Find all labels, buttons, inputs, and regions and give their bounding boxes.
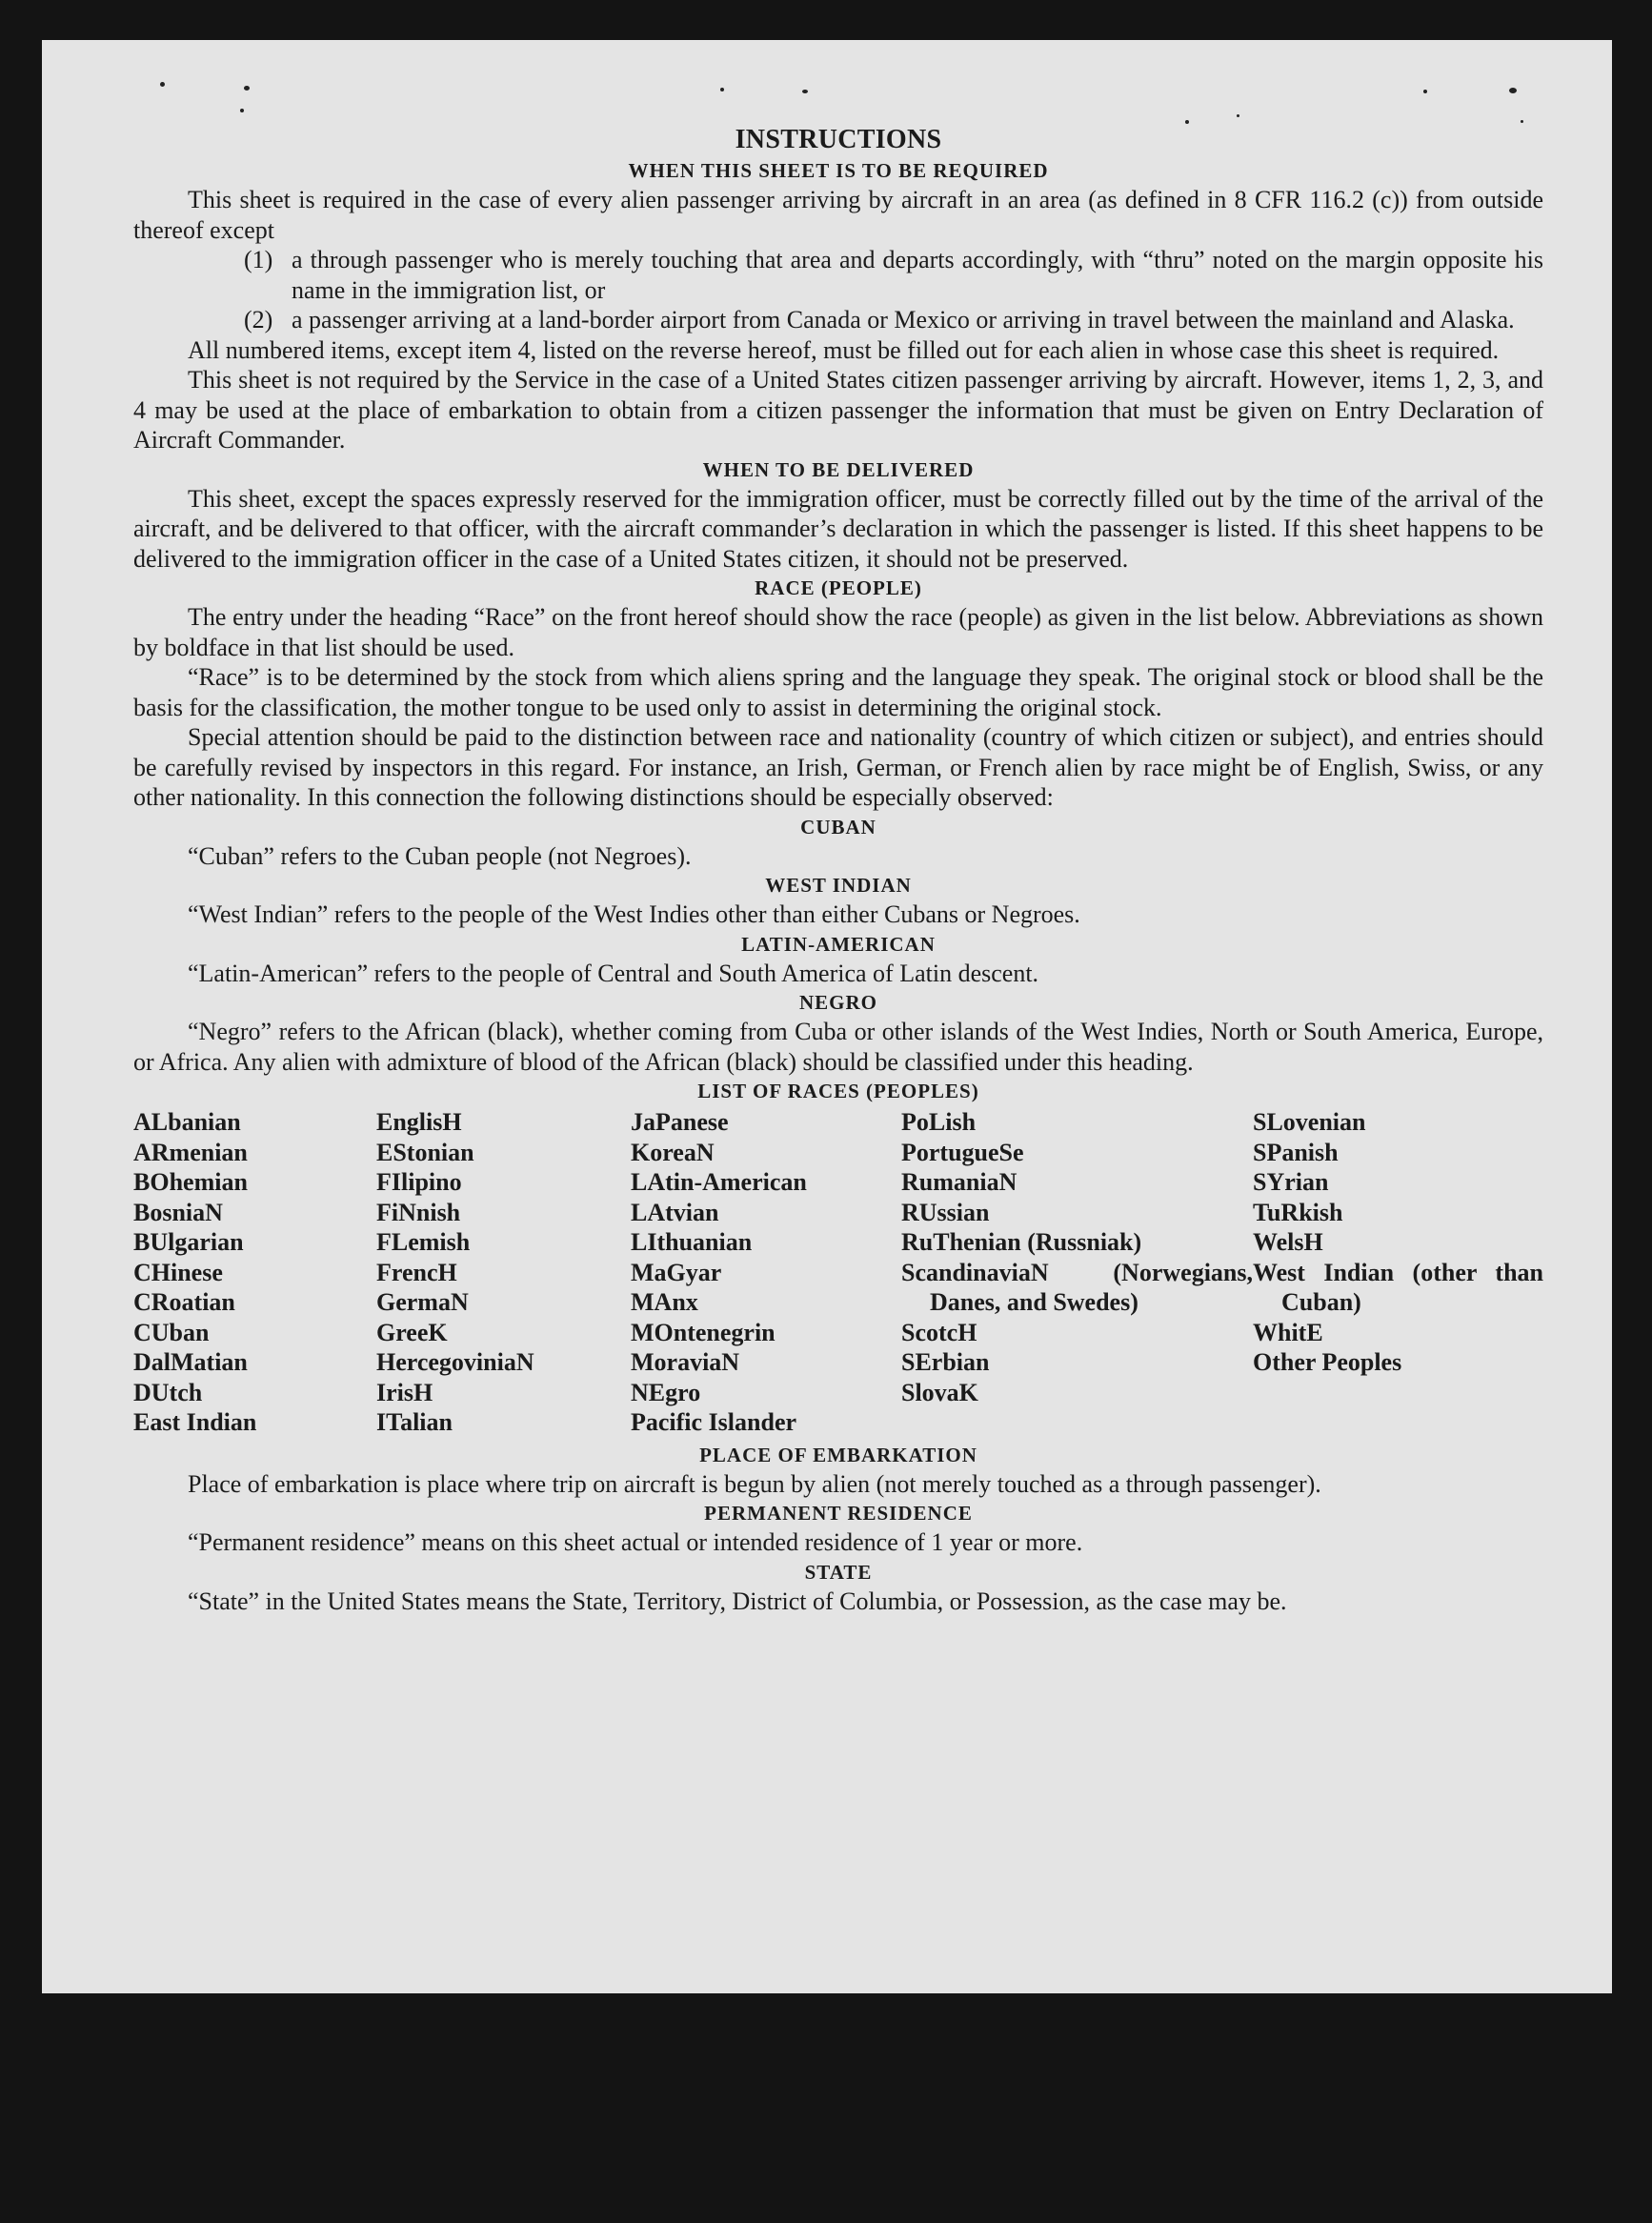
- race-entry: SErbian: [901, 1348, 990, 1376]
- race-entry: SLovenian: [1253, 1108, 1366, 1136]
- negro-para: “Negro” refers to the African (black), whether coming from Cuba or other islands of the West Indies, North or South America, Europe, or Africa. Any alien with admixture of blood of the African (black) should be classified under this heading.: [133, 1018, 1543, 1076]
- state-para: “State” in the United States means the State, Territory, District of Columbia, or Possession, as the case may be.: [188, 1586, 1287, 1615]
- race-para-stock: “Race” is to be determined by the stock from which aliens spring and the language they speak. The original stock or blood shall be the basis for the classification, the mother tongue to be used only to assist in determining the original stock.: [133, 663, 1543, 721]
- race-entry: FiNnish: [376, 1198, 461, 1226]
- heading-state: STATE: [804, 1560, 873, 1584]
- delivered-para: This sheet, except the spaces expressly reserved for the immigration officer, must be correctly filled out by the time of the arrival of the aircraft, and be delivered to that officer, with the aircraft commander’s declaration in which the passenger is listed. If this sheet happens to be delivered to the immigration officer in the case of a United States citizen, it should not be preserved.: [133, 484, 1543, 573]
- race-entry: BUlgarian: [133, 1228, 244, 1256]
- race-entry: LIthuanian: [631, 1228, 753, 1256]
- races-column: [133, 1107, 376, 1438]
- race-entry: WelsH: [1253, 1228, 1323, 1256]
- heading-permanent-residence: PERMANENT RESIDENCE: [704, 1502, 973, 1525]
- race-entry: GermaN: [376, 1288, 469, 1316]
- race-entry: CRoatian: [133, 1288, 235, 1316]
- race-entry: KoreaN: [631, 1138, 715, 1166]
- race-entry: MOntenegrin: [631, 1318, 776, 1346]
- race-entry: Other Peoples: [1253, 1348, 1402, 1376]
- heading-negro: NEGRO: [798, 991, 877, 1014]
- races-list: [133, 1107, 1543, 1438]
- race-entry: DalMatian: [133, 1348, 248, 1376]
- list-item-text: a passenger arriving at a land-border airport from Canada or Mexico or arriving in travel between the mainland and Alaska.: [292, 306, 1515, 333]
- race-entry: SYrian: [1253, 1168, 1329, 1196]
- race-entry: LAtvian: [631, 1198, 719, 1226]
- race-entry: EStonian: [376, 1138, 474, 1166]
- race-entry: PortugueSe: [901, 1138, 1024, 1166]
- list-item-number: (1): [244, 246, 273, 273]
- races-column: [376, 1107, 631, 1438]
- race-entry: West Indian (other than Cuban): [1253, 1258, 1543, 1316]
- races-column: [631, 1107, 901, 1438]
- latin-american-para: “Latin-American” refers to the people of Central and South America of Latin descent.: [188, 959, 1039, 987]
- race-entry: BosniaN: [133, 1198, 223, 1226]
- heading-west-indian: WEST INDIAN: [765, 874, 912, 897]
- heading-latin-american: LATIN-AMERICAN: [741, 932, 936, 956]
- speck-mark: [1509, 88, 1517, 93]
- heading-race: RACE (PEOPLE): [755, 576, 922, 599]
- race-para-distinction: Special attention should be paid to the distinction between race and nationality (country of which citizen or subject), and entries should be carefully revised by inspectors in this regard. For instance, an Irish, German, or French alien by race might be of English, Swiss, or any other nationality. In this connection the following distinctions should be especially observed:: [133, 723, 1543, 811]
- race-entry: GreeK: [376, 1318, 448, 1346]
- cuban-para: “Cuban” refers to the Cuban people (not Negroes).: [188, 841, 692, 870]
- race-entry: ScotcH: [901, 1318, 977, 1346]
- race-entry: MaGyar: [631, 1258, 722, 1286]
- heading-cuban: CUBAN: [800, 815, 876, 839]
- race-entry: ITalian: [376, 1408, 453, 1436]
- heading-place-of-embarkation: PLACE OF EMBARKATION: [699, 1443, 977, 1466]
- race-entry: SlovaK: [901, 1378, 978, 1406]
- list-item-text: a through passenger who is merely touching that area and departs accordingly, with “thru” noted on the margin opposite his name in the immigration list, or: [292, 246, 1543, 304]
- race-entry: RumaniaN: [901, 1168, 1017, 1196]
- race-entry: EnglisH: [376, 1108, 462, 1136]
- speck-mark: [244, 86, 250, 91]
- speck-mark: [160, 82, 165, 87]
- heading-when-delivered: WHEN TO BE DELIVERED: [702, 457, 975, 481]
- race-para-entry: The entry under the heading “Race” on the front hereof should show the race (people) as given in the list below. Abbreviations as shown by boldface in that list should be used.: [133, 603, 1543, 661]
- race-entry: RuThenian (Russniak): [901, 1228, 1142, 1256]
- race-entry: FLemish: [376, 1228, 471, 1256]
- race-entry: BOhemian: [133, 1168, 248, 1196]
- heading-when-required: WHEN THIS SHEET IS TO BE REQUIRED: [628, 159, 1049, 182]
- race-entry: NEgro: [631, 1378, 701, 1406]
- race-entry: SPanish: [1253, 1138, 1339, 1166]
- race-entry: TuRkish: [1253, 1198, 1343, 1226]
- speck-mark: [1521, 120, 1523, 123]
- race-entry: FIlipino: [376, 1168, 462, 1196]
- race-entry: CUban: [133, 1318, 210, 1346]
- race-entry: ARmenian: [133, 1138, 248, 1166]
- races-column: [901, 1107, 1253, 1438]
- speck-mark: [1237, 114, 1239, 117]
- race-entry: MoraviaN: [631, 1348, 740, 1376]
- race-entry: RUssian: [901, 1198, 990, 1226]
- instructions-content: [133, 124, 1543, 1616]
- race-entry: ALbanian: [133, 1108, 241, 1136]
- race-entry: Pacific Islander: [631, 1408, 797, 1436]
- race-entry: WhitE: [1253, 1318, 1323, 1346]
- required-numbered-items-para: All numbered items, except item 4, listed on the reverse hereof, must be filled out for each alien in whose case this sheet is required.: [188, 335, 1500, 364]
- race-entry: MAnx: [631, 1288, 698, 1316]
- residence-para: “Permanent residence” means on this sheet actual or intended residence of 1 year or more.: [188, 1528, 1083, 1556]
- west-indian-para: “West Indian” refers to the people of the West Indies other than either Cubans or Negroes.: [188, 900, 1080, 928]
- document-sheet: [42, 40, 1612, 1993]
- speck-mark: [720, 88, 724, 91]
- list-item-number: (2): [244, 306, 273, 333]
- speck-mark: [802, 90, 808, 93]
- required-intro: This sheet is required in the case of every alien passenger arriving by aircraft in an area (as defined in 8 CFR 116.2 (c)) from outside thereof except: [133, 186, 1543, 244]
- race-entry: East Indian: [133, 1408, 257, 1436]
- page-title: INSTRUCTIONS: [735, 125, 942, 154]
- race-entry: PoLish: [901, 1108, 977, 1136]
- heading-list-of-races: LIST OF RACES (PEOPLES): [697, 1080, 979, 1102]
- race-entry: ScandinaviaN (Norwegians, Danes, and Swedes): [901, 1258, 1253, 1316]
- list-item: [133, 245, 1543, 305]
- race-entry: LAtin-American: [631, 1168, 807, 1196]
- race-entry: JaPanese: [631, 1108, 729, 1136]
- race-entry: CHinese: [133, 1258, 223, 1286]
- race-entry: HercegoviniaN: [376, 1348, 534, 1376]
- race-entry: DUtch: [133, 1378, 203, 1406]
- race-entry: IrisH: [376, 1378, 433, 1406]
- speck-mark: [1423, 90, 1427, 93]
- races-column: [1253, 1107, 1543, 1438]
- embarkation-para: Place of embarkation is place where trip on aircraft is begun by alien (not merely touched as a through passenger).: [188, 1469, 1321, 1498]
- required-citizen-para: This sheet is not required by the Service in the case of a United States citizen passenger arriving by aircraft. However, items 1, 2, 3, and 4 may be used at the place of embarkation to obtain from a citizen passenger the information that must be given on Entry Declaration of Aircraft Commander.: [133, 366, 1543, 454]
- list-item: [133, 305, 1543, 335]
- speck-mark: [240, 109, 244, 112]
- race-entry: FrencH: [376, 1258, 457, 1286]
